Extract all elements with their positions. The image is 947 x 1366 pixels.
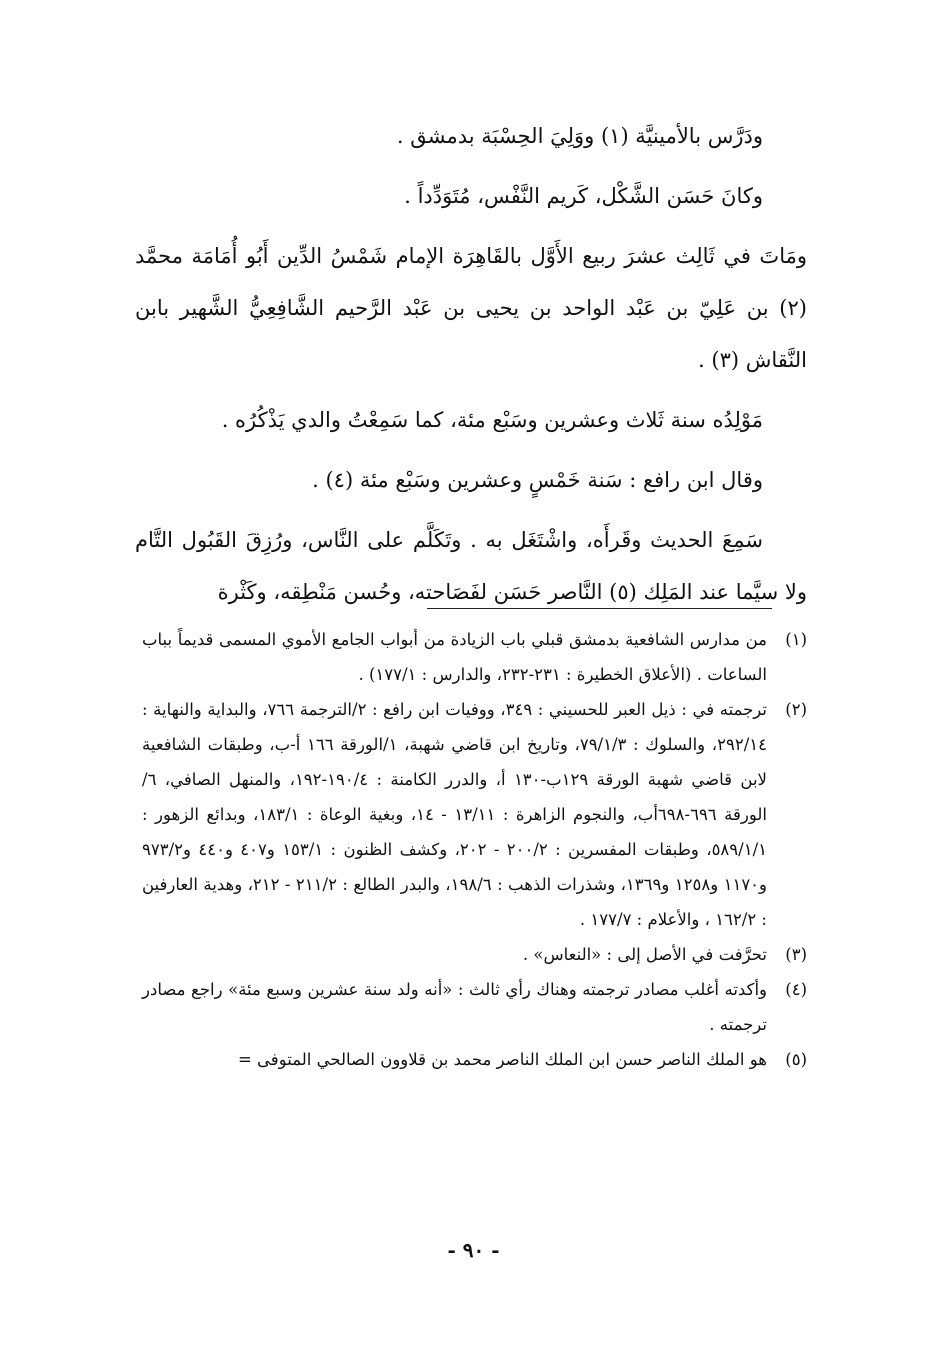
footnote-number: (٥) [785,1050,807,1069]
footnote-number: (٤) [785,980,807,999]
footnote-3 [142,937,807,972]
footnote-number: (٣) [785,945,807,964]
footnote-number: (٢) [785,700,807,719]
footnote-text: وأكدته أغلب مصادر ترجمته وهناك رأي ثالث : «أنه ولد سنة عشرين وسبع مئة» راجع مصادر ترجمته . [142,980,767,1034]
page-number: - ٩٠ - [447,1238,500,1262]
main-text [135,110,807,626]
paragraph-6: سَمِعَ الحديث وقَرأَه، واشْتَغَل به . وتَكَلَّم على النَّاس، ورُزِقَ القَبُول التَّام ولا سيَّما عند المَلِك (٥) النَّاصر حَسَن لفَصَاحته، وحُسن مَنْطِقه، وكَثْرة [135,528,807,604]
footnote-text: تحرَّفت في الأصل إلى : «النعاس» . [522,945,767,964]
footnote-text: من مدارس الشافعية بدمشق قبلي باب الزيادة من أبواب الجامع الأموي المسمى قديماً بباب الساعات . (الأعلاق الخطيرة : ٢٣١-٢٣٢، والدارس : ١٧٧/١) . [142,630,767,684]
footnote-2 [142,692,807,937]
paragraph-2: وكانَ حَسَن الشَّكْل، كَريم النَّفْس، مُتَوَدِّداً . [404,184,763,208]
paragraph-3: ومَاتَ في ثَالِث عشرَ ربيع الأَوَّل بالقَاهِرَة الإمام شَمْسُ الدِّين أَبُو أُمَامَة محمَّد (٢) بن عَلِيّ بن عَبْد الواحد بن يحيى بن عَبْد الرَّحيم الشَّافِعِيُّ الشَّهير بابن النَّقاش (٣) . [135,244,807,372]
paragraph-1: ودَرَّس بالأمينيَّة (١) ووَلِيَ الحِسْبَة بدمشق . [396,124,763,148]
paragraph-5: وقال ابن رافع : سَنة خَمْسٍ وعشرين وسَبْع مئة (٤) . [312,468,763,492]
footnote-1 [142,622,807,692]
paragraph-4: مَوْلِدُه سنة ثَلاث وعشرين وسَبْع مئة، كما سَمِعْتُ والدي يَذْكُرُه . [221,408,763,432]
footnote-number: (١) [785,630,807,649]
footnote-4 [142,972,807,1042]
footnote-text: هو الملك الناصر حسن ابن الملك الناصر محمد بن قلاوون الصالحي المتوفى = [237,1050,767,1069]
footnotes [142,622,807,1077]
footnote-divider [427,608,772,609]
footnote-text: ترجمته في : ذيل العبر للحسيني : ٣٤٩، ووفيات ابن رافع : ٢/الترجمة ٧٦٦، والبداية والنهاية : ٢٩٢/١٤، والسلوك : ٧٩/١/٣، وتاريخ ابن قاضي شهبة، ١/الورقة ١٦٦ أ-ب، وطبقات الشافعية لابن قاضي شهبة الورقة ١٢٩ب-١٣٠ أ، والدرر الكامنة : ١٩٠/٤-١٩٢، والمنهل الصافي، ٦/الورقة ٦٩٦-٦٩٨أب، والنجوم الزاهرة : ١٣/١١ - ١٤، وبغية الوعاة : ١٨٣/١، وبدائع الزهور : ٥٨٩/١/١، وطبقات المفسرين : ٢٠٠/٢ - ٢٠٢، وكشف الظنون : ١٥٣/١ و٤٠٧ و٤٤٠ و٩٧٣/٢ و١١٧٠ و١٢٥٨ و١٣٦٩، وشذرات الذهب : ١٩٨/٦، والبدر الطالع : ٢١١/٢ - ٢١٢، وهدية العارفين : ١٦٢/٢ ، والأعلام : ١٧٧/٧ . [142,700,768,929]
footnote-5 [142,1042,807,1077]
